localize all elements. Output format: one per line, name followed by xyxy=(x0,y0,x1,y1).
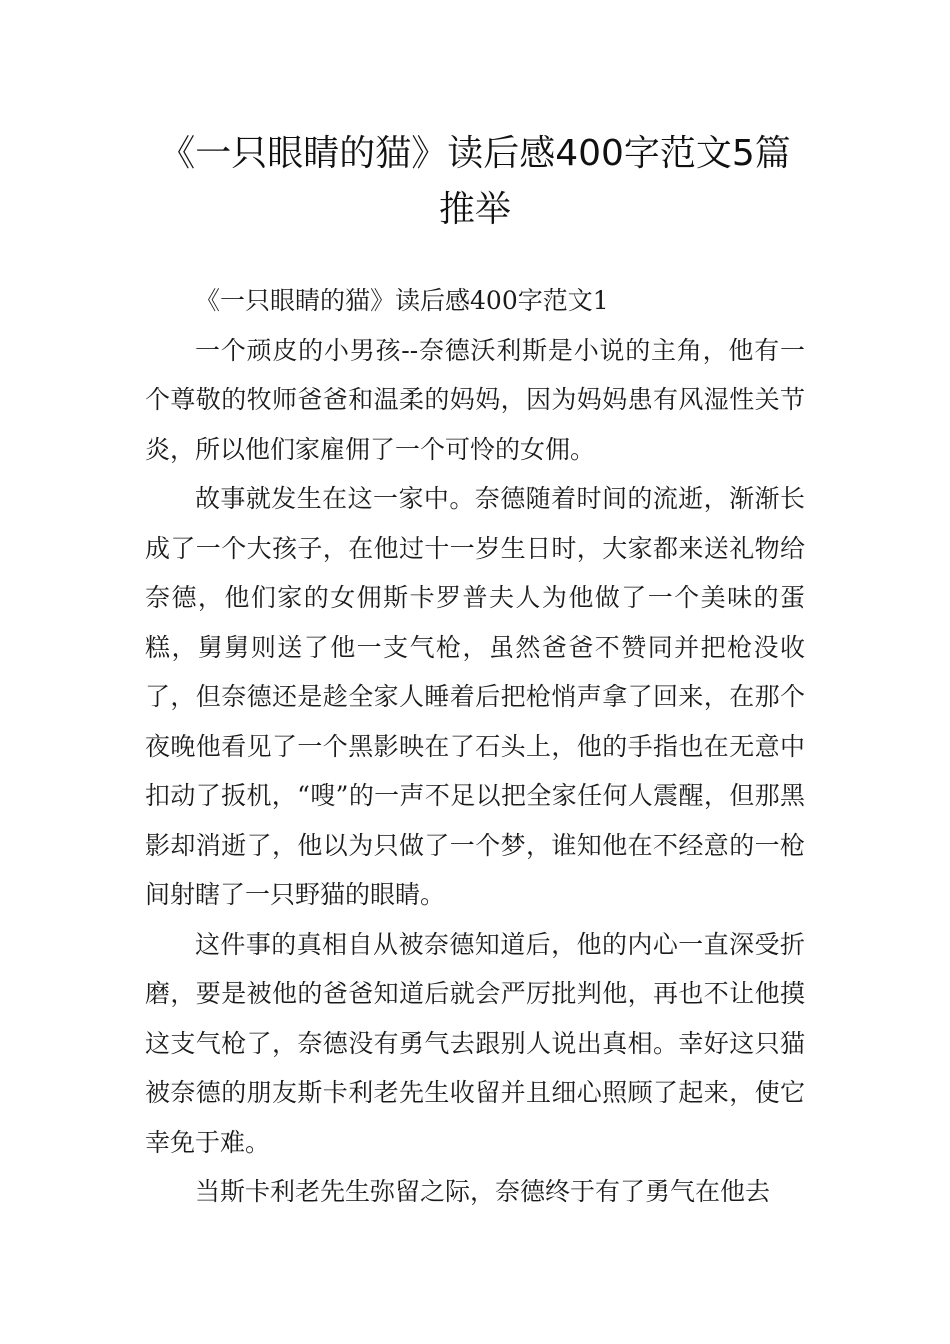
paragraph-2: 故事就发生在这一家中。奈德随着时间的流逝，渐渐长成了一个大孩子，在他过十一岁生日时，大家都来送礼物给奈德，他们家的女佣斯卡罗普夫人为他做了一个美味的蛋糕，舅舅则送了他一支气枪，虽然爸爸不赞同并把枪没收了，但奈德还是趁全家人睡着后把枪悄声拿了回来，在那个夜晚他看见了一个黑影映在了石头上，他的手指也在无意中扣动了扳机，“嗖”的一声不足以把全家任何人震醒，但那黑影却消逝了，他以为只做了一个梦，谁知他在不经意的一枪间射瞎了一只野猫的眼睛。 xyxy=(145,484,805,909)
document-body xyxy=(145,276,805,1217)
document-title: 《一只眼睛的猫》读后感400字范文5篇推举 xyxy=(159,133,791,230)
paragraph-4: 当斯卡利老先生弥留之际，奈德终于有了勇气在他去 xyxy=(195,1177,771,1206)
section-heading: 《一只眼睛的猫》读后感400字范文1 xyxy=(195,286,609,315)
paragraph-1: 一个顽皮的小男孩--奈德沃利斯是小说的主角，他有一个尊敬的牧师爸爸和温柔的妈妈，因为妈妈患有风湿性关节炎，所以他们家雇佣了一个可怜的女佣。 xyxy=(145,335,805,464)
paragraph-3: 这件事的真相自从被奈德知道后，他的内心一直深受折磨，要是被他的爸爸知道后就会严厉批判他，再也不让他摸这支气枪了，奈德没有勇气去跟别人说出真相。幸好这只猫被奈德的朋友斯卡利老先生收留并且细心照顾了起来，使它幸免于难。 xyxy=(145,929,805,1157)
